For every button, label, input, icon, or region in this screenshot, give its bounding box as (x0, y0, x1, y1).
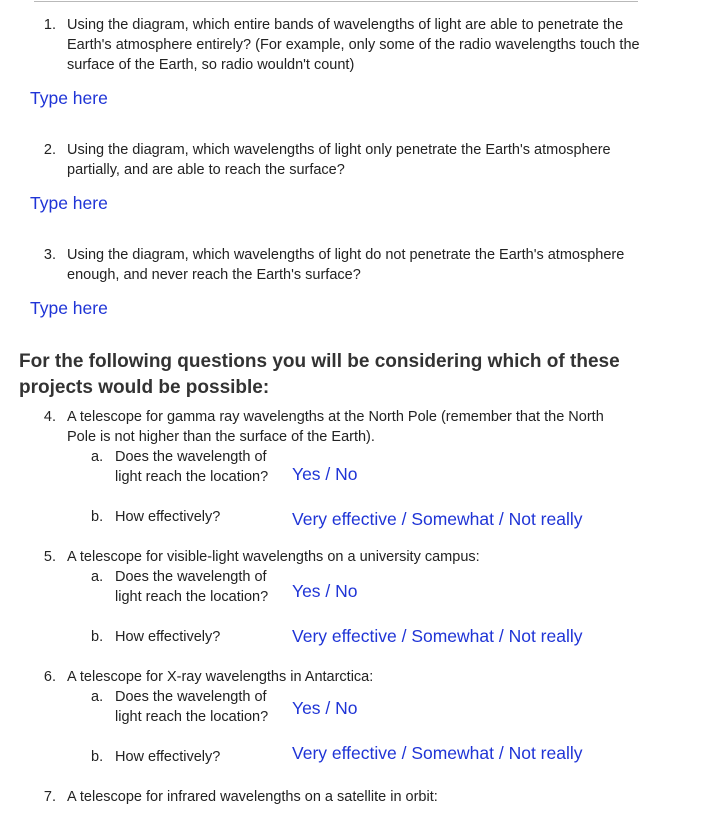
project-6a-answer-field[interactable]: Yes / No (292, 698, 358, 718)
project-5a-text: Does the wavelength of light reach the location? (115, 569, 269, 605)
project-5-number: 5. (43, 549, 56, 565)
project-5b-text: How effectively? (115, 629, 221, 645)
project-6-text: A telescope for X-ray wavelengths in Antarctica: (67, 669, 374, 685)
project-4a-text: Does the wavelength of light reach the location? (115, 449, 269, 485)
question-3-number: 3. (43, 247, 56, 263)
question-3-answer-field[interactable]: Type here (30, 298, 108, 318)
project-4-number: 4. (43, 409, 56, 425)
project-6-number: 6. (43, 669, 56, 685)
project-5b-answer-field[interactable]: Very effective / Somewhat / Not really (292, 626, 583, 646)
question-1-number: 1. (43, 17, 56, 33)
question-2-answer-field[interactable]: Type here (30, 193, 108, 213)
question-2-text: Using the diagram, which wavelengths of light only penetrate the Earth's atmosphere partially, and are able to reach the surface? (67, 142, 611, 178)
question-1-answer-field[interactable]: Type here (30, 88, 108, 108)
question-2-number: 2. (43, 142, 56, 158)
project-6a-label: a. (91, 689, 104, 705)
project-6b-text: How effectively? (115, 749, 221, 765)
project-7-number: 7. (43, 789, 56, 805)
project-7-text: A telescope for infrared wavelengths on a satellite in orbit: (67, 789, 438, 805)
question-1-text: Using the diagram, which entire bands of wavelengths of light are able to penetrate the Earth's atmosphere entirely? (For example, only some of the radio wavelengths touch the surface of the Earth, so radio wouldn't count) (67, 17, 640, 73)
project-4a-answer-field[interactable]: Yes / No (292, 464, 358, 484)
project-5b-label: b. (91, 629, 104, 645)
project-6b-label: b. (91, 749, 104, 765)
project-4-text: A telescope for gamma ray wavelengths at the North Pole (remember that the North Pole is not higher than the surface of the Earth). (67, 409, 604, 445)
project-6a-text: Does the wavelength of light reach the location? (115, 689, 269, 725)
section-heading: For the following questions you will be considering which of these projects would be possible: (19, 351, 620, 398)
project-5a-label: a. (91, 569, 104, 585)
project-6b-answer-field[interactable]: Very effective / Somewhat / Not really (292, 743, 583, 763)
question-3-text: Using the diagram, which wavelengths of light do not penetrate the Earth's atmosphere enough, and never reach the Earth's surface? (67, 247, 625, 283)
top-divider (34, 1, 638, 2)
project-5-text: A telescope for visible-light wavelengths on a university campus: (67, 549, 480, 565)
project-4b-answer-field[interactable]: Very effective / Somewhat / Not really (292, 509, 583, 529)
project-5a-answer-field[interactable]: Yes / No (292, 581, 358, 601)
project-4b-text: How effectively? (115, 509, 221, 525)
project-4b-label: b. (91, 509, 104, 525)
project-4a-label: a. (91, 449, 104, 465)
